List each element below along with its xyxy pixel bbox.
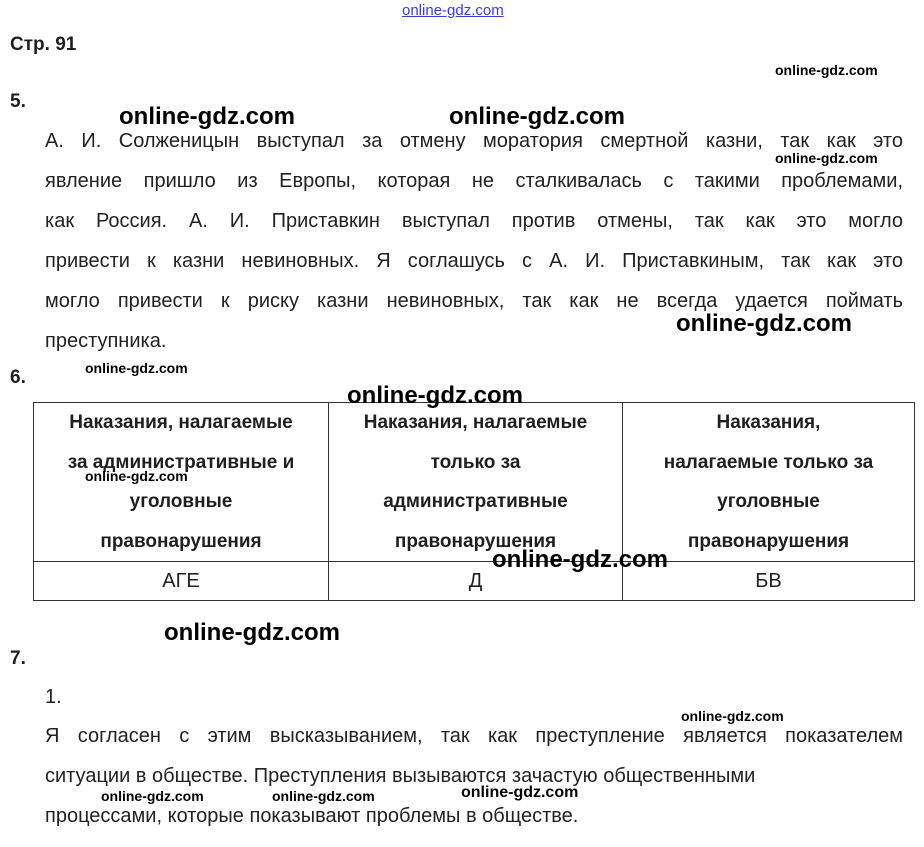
answer-line: явление пришло из Европы, которая не сталкивалась с такими проблемами, [45, 170, 903, 192]
answer-line: могло привести к риску казни невиновных, так как не всегда удается поймать [45, 290, 903, 312]
table-cell: Д [329, 562, 623, 601]
table-cell: БВ [623, 562, 915, 601]
watermark: online-gdz.com [119, 103, 295, 130]
punishments-table [33, 402, 915, 601]
watermark: online-gdz.com [164, 619, 340, 646]
answer-line: процессами, которые показывают проблемы в обществе. [45, 805, 579, 827]
watermark: online-gdz.com [461, 784, 579, 801]
watermark: online-gdz.com [85, 468, 188, 484]
header-line: за административные и [67, 451, 295, 473]
header-line: налагаемые только за [663, 451, 874, 473]
watermark-top-link[interactable]: online-gdz.com [402, 2, 504, 19]
table-cell: АГЕ [34, 562, 329, 601]
watermark: online-gdz.com [492, 546, 668, 573]
question-7-answer [45, 716, 903, 836]
watermark: online-gdz.com [347, 382, 523, 409]
header-line: только за [430, 451, 521, 473]
header-line: уголовные [717, 491, 820, 512]
watermark: online-gdz.com [449, 103, 625, 130]
header-line: Наказания, [716, 412, 821, 433]
header-line: правонарушения [394, 530, 557, 552]
column-header-criminal-only [623, 403, 915, 562]
header-line: уголовные [129, 491, 233, 512]
header-line: Наказания, налагаемые [69, 412, 293, 433]
page-label: Стр. 91 [10, 34, 77, 55]
watermark: online-gdz.com [272, 788, 375, 804]
column-header-admin-only [329, 403, 623, 562]
watermark: online-gdz.com [681, 708, 784, 724]
question-6-number: 6. [10, 367, 26, 388]
watermark: online-gdz.com [775, 150, 878, 166]
answer-line: привести к казни невиновных. Я соглашусь с А. И. Приставкиным, так как это [45, 250, 903, 272]
question-5-number: 5. [10, 91, 26, 112]
answer-line: преступника. [45, 330, 167, 352]
answer-line: Я согласен с этим высказыванием, так как преступление является показателем [45, 725, 903, 747]
header-line: Наказания, налагаемые [363, 412, 588, 433]
header-line: административные [383, 491, 568, 512]
table-row [34, 562, 915, 601]
answer-line: как Россия. А. И. Приставкин выступал против отмены, так как это могло [45, 210, 903, 232]
header-line: правонарушения [100, 530, 262, 552]
header-line: правонарушения [687, 530, 850, 552]
question-7-subnumber: 1. [45, 686, 62, 708]
watermark: online-gdz.com [85, 360, 188, 376]
answer-line: ситуации в обществе. Преступления вызываются зачастую общественными [45, 765, 756, 787]
watermark: online-gdz.com [676, 310, 852, 337]
watermark: online-gdz.com [775, 62, 878, 78]
answer-line: А. И. Солженицын выступал за отмену моратория смертной казни, так как это [45, 130, 903, 152]
question-7-number: 7. [10, 648, 26, 669]
watermark: online-gdz.com [101, 788, 204, 804]
